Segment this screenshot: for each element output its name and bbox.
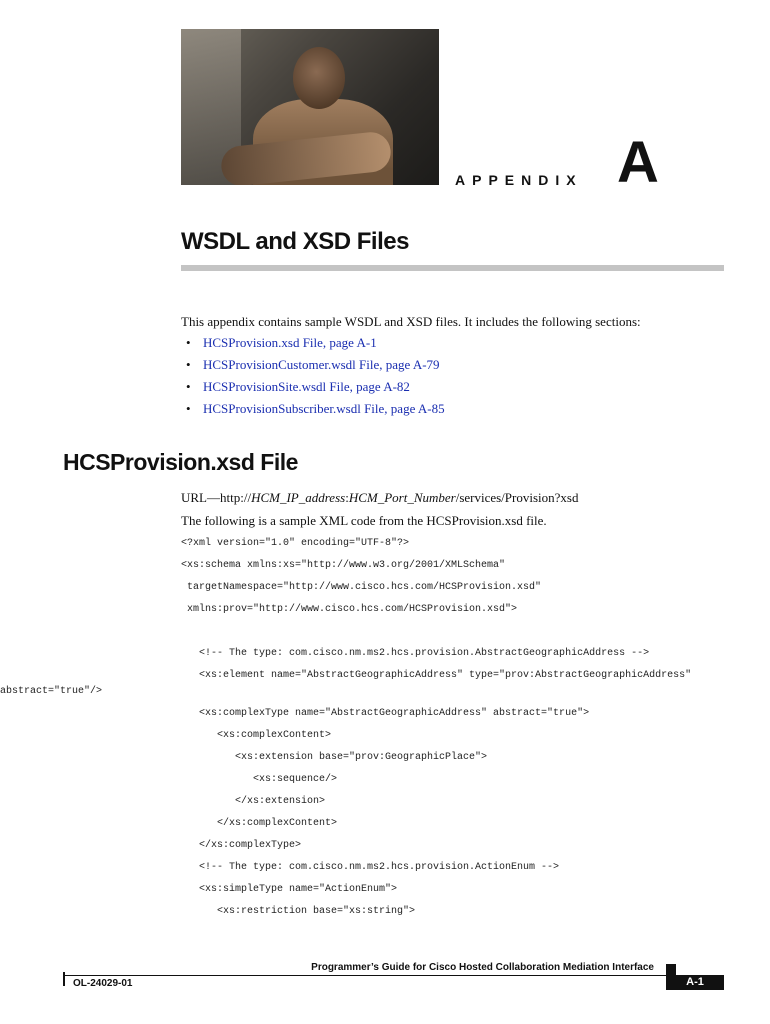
section-list-item	[186, 357, 445, 379]
code-description: The following is a sample XML code from the HCSProvision.xsd file.	[181, 513, 547, 528]
code-line: abstract="true"/>	[0, 686, 103, 697]
code-line: </xs:extension>	[181, 796, 326, 807]
section-list-item	[186, 335, 445, 357]
bullet: •	[186, 335, 191, 350]
code-line: </xs:complexContent>	[181, 818, 338, 829]
code-line: <xs:schema xmlns:xs="http://www.w3.org/2001/XMLSchema"	[181, 560, 506, 571]
code-line: <xs:element name="AbstractGeographicAddress" type="prov:AbstractGeographicAddress"	[181, 670, 692, 681]
toc-link-hcsprovisionsite-wsdl[interactable]: HCSProvisionSite.wsdl File, page A-82	[203, 379, 410, 394]
code-line: <xs:complexContent>	[181, 730, 332, 741]
code-line: <!-- The type: com.cisco.nm.ms2.hcs.provision.AbstractGeographicAddress -->	[181, 648, 650, 659]
photo-figure-head	[293, 47, 345, 109]
url-suffix: /services/Provision?xsd	[455, 490, 579, 505]
url-line	[181, 490, 578, 506]
doc-number: OL-24029-01	[73, 978, 133, 989]
page-number: A-1	[666, 975, 724, 990]
code-line: <xs:complexType name="AbstractGeographicAddress" abstract="true">	[181, 708, 590, 719]
code-line: <xs:restriction base="xs:string">	[181, 906, 416, 917]
bullet: •	[186, 357, 191, 372]
toc-link-hcsprovision-xsd[interactable]: HCSProvision.xsd File, page A-1	[203, 335, 377, 350]
code-line: targetNamespace="http://www.cisco.hcs.com/HCSProvision.xsd"	[181, 582, 542, 593]
code-line: <xs:simpleType name="ActionEnum">	[181, 884, 398, 895]
appendix-letter: A	[617, 130, 659, 195]
url-port-placeholder: HCM_Port_Number	[348, 490, 456, 505]
section-list-item	[186, 401, 445, 423]
title-rule	[181, 265, 724, 271]
code-line: xmlns:prov="http://www.cisco.hcs.com/HCSProvision.xsd">	[181, 604, 518, 615]
footer-marker	[666, 964, 676, 975]
bullet: •	[186, 401, 191, 416]
chapter-title: WSDL and XSD Files	[181, 228, 409, 255]
toc-link-hcsprovisioncustomer-wsdl[interactable]: HCSProvisionCustomer.wsdl File, page A-79	[203, 357, 440, 372]
chapter-photo	[181, 29, 439, 185]
section-list-item	[186, 379, 445, 401]
toc-link-hcsprovisionsubscriber-wsdl[interactable]: HCSProvisionSubscriber.wsdl File, page A-85	[203, 401, 445, 416]
footer-tick	[63, 972, 65, 986]
footer-rule	[63, 975, 724, 976]
section-title: HCSProvision.xsd File	[63, 449, 298, 475]
code-line: </xs:complexType>	[181, 840, 302, 851]
intro-text: This appendix contains sample WSDL and XSD files. It includes the following sections:	[181, 314, 641, 329]
section-list	[186, 335, 445, 423]
bullet: •	[186, 379, 191, 394]
url-ip-placeholder: HCM_IP_address	[251, 490, 346, 505]
code-line: <xs:extension base="prov:GeographicPlace">	[181, 752, 488, 763]
code-line: <!-- The type: com.cisco.nm.ms2.hcs.provision.ActionEnum -->	[181, 862, 560, 873]
footer-guide-title: Programmer’s Guide for Cisco Hosted Collaboration Mediation Interface	[311, 962, 654, 973]
appendix-label: APPENDIX	[455, 172, 583, 188]
code-line: <xs:sequence/>	[181, 774, 338, 785]
url-colon: :	[345, 490, 349, 505]
url-prefix: URL—http://	[181, 490, 252, 505]
code-line: <?xml version="1.0" encoding="UTF-8"?>	[181, 538, 410, 549]
